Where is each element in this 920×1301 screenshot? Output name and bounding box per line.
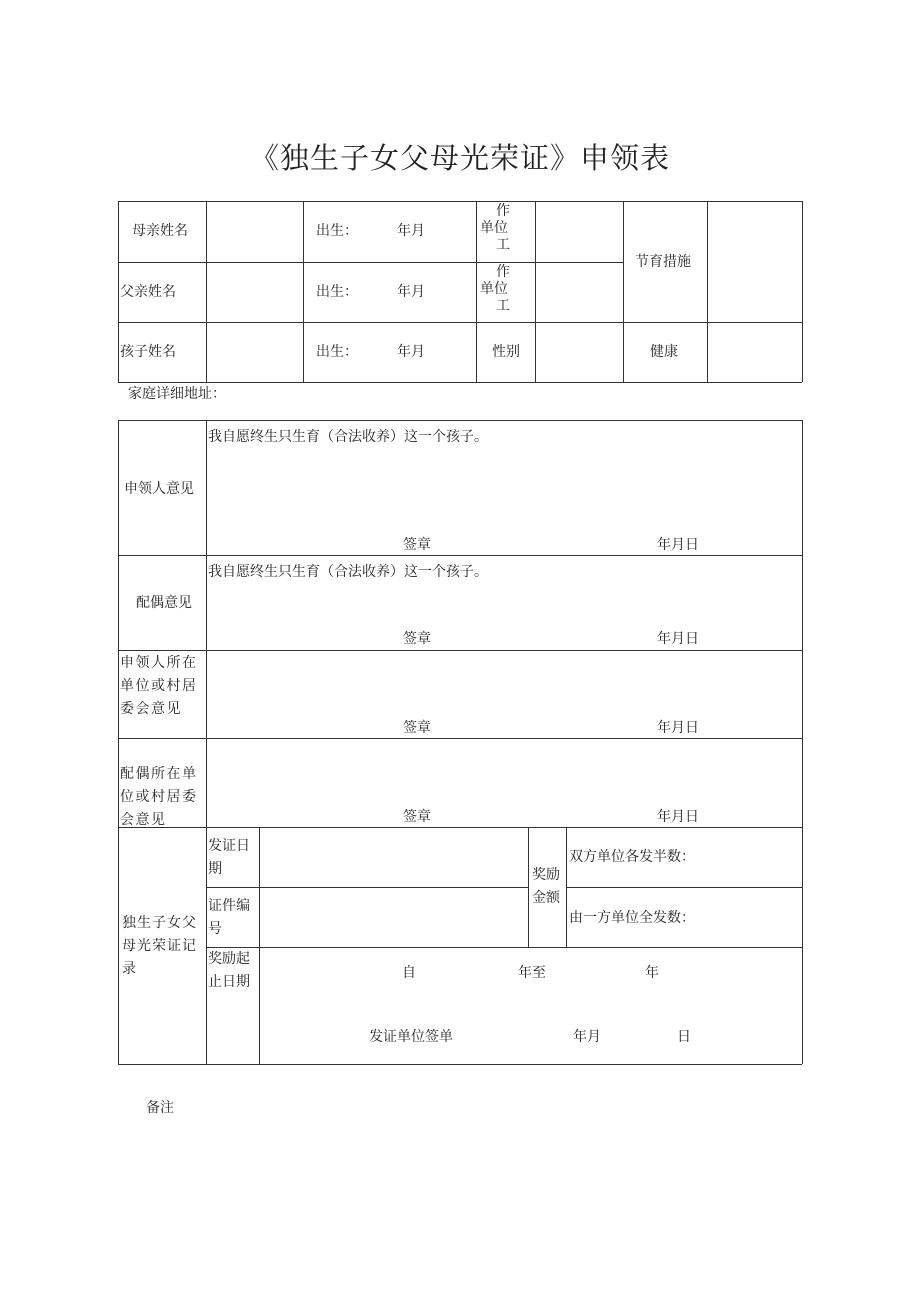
period-from-label: 自	[402, 965, 416, 981]
child-birth-label: 出生：	[316, 344, 358, 360]
applicant-opinion-label: 申领人意见	[124, 481, 194, 497]
both-units-half-label: 双方单位各发半数：	[569, 849, 695, 865]
father-work-unit-char2: 单位	[480, 281, 508, 297]
applicant-unit-date-label: 年月日	[657, 720, 699, 736]
mother-birth-year-month: 年月	[397, 223, 425, 239]
remarks-label: 备注	[146, 1100, 174, 1116]
certificate-record-label: 独生子女父母光荣证记录	[122, 915, 197, 977]
spouse-unit-seal-label: 签章	[403, 809, 431, 825]
spouse-pledge-text: 我自愿终生只生育（合法收养）这一个孩子。	[208, 564, 488, 580]
spouse-seal-label: 签章	[403, 631, 431, 647]
period-year-label: 年	[645, 965, 659, 981]
spouse-date-label: 年月日	[657, 631, 699, 647]
issue-date-label: 发证日期	[208, 838, 250, 877]
mother-work-unit-char3: 工	[496, 237, 510, 253]
page-title: 《独生子女父母光荣证》申领表	[249, 141, 670, 175]
birth-control-label: 节育措施	[635, 254, 691, 270]
mother-birth-label: 出生：	[316, 223, 358, 239]
spouse-opinion-label: 配偶意见	[136, 595, 192, 611]
issuer-year-month-label: 年月	[573, 1029, 601, 1045]
address-label: 家庭详细地址：	[128, 386, 226, 402]
applicant-date-label: 年月日	[657, 537, 699, 553]
mother-work-unit-char2: 单位	[480, 220, 508, 236]
father-birth-year-month: 年月	[397, 284, 425, 300]
father-work-unit-char3: 工	[496, 298, 510, 314]
child-health-label: 健康	[650, 344, 678, 360]
father-name-label: 父亲姓名	[120, 284, 176, 300]
issuer-seal-label: 发证单位签单	[369, 1029, 453, 1045]
cert-number-label: 证件编号	[208, 898, 250, 937]
mother-work-unit-char1: 作	[496, 203, 510, 219]
reward-period-label: 奖励起止日期	[208, 951, 250, 990]
mother-name-label: 母亲姓名	[132, 223, 188, 239]
reward-amount-label: 奖励金额	[532, 867, 560, 906]
child-name-label: 孩子姓名	[120, 344, 176, 360]
applicant-unit-seal-label: 签章	[403, 720, 431, 736]
applicant-unit-opinion-label: 申领人所在单位或村居委会意见	[120, 655, 198, 717]
child-gender-label: 性别	[492, 344, 520, 360]
father-work-unit-char1: 作	[496, 264, 510, 280]
applicant-seal-label: 签章	[403, 537, 431, 553]
spouse-unit-date-label: 年月日	[657, 809, 699, 825]
issuer-day-label: 日	[677, 1029, 691, 1045]
applicant-pledge-text: 我自愿终生只生育（合法收养）这一个孩子。	[208, 429, 488, 445]
child-birth-year-month: 年月	[397, 344, 425, 360]
one-unit-full-label: 由一方单位全发数：	[569, 910, 695, 926]
father-birth-label: 出生：	[316, 284, 358, 300]
period-year-to-label: 年至	[518, 965, 546, 981]
spouse-unit-opinion-label: 配偶所在单位或村居委会意见	[120, 766, 198, 828]
